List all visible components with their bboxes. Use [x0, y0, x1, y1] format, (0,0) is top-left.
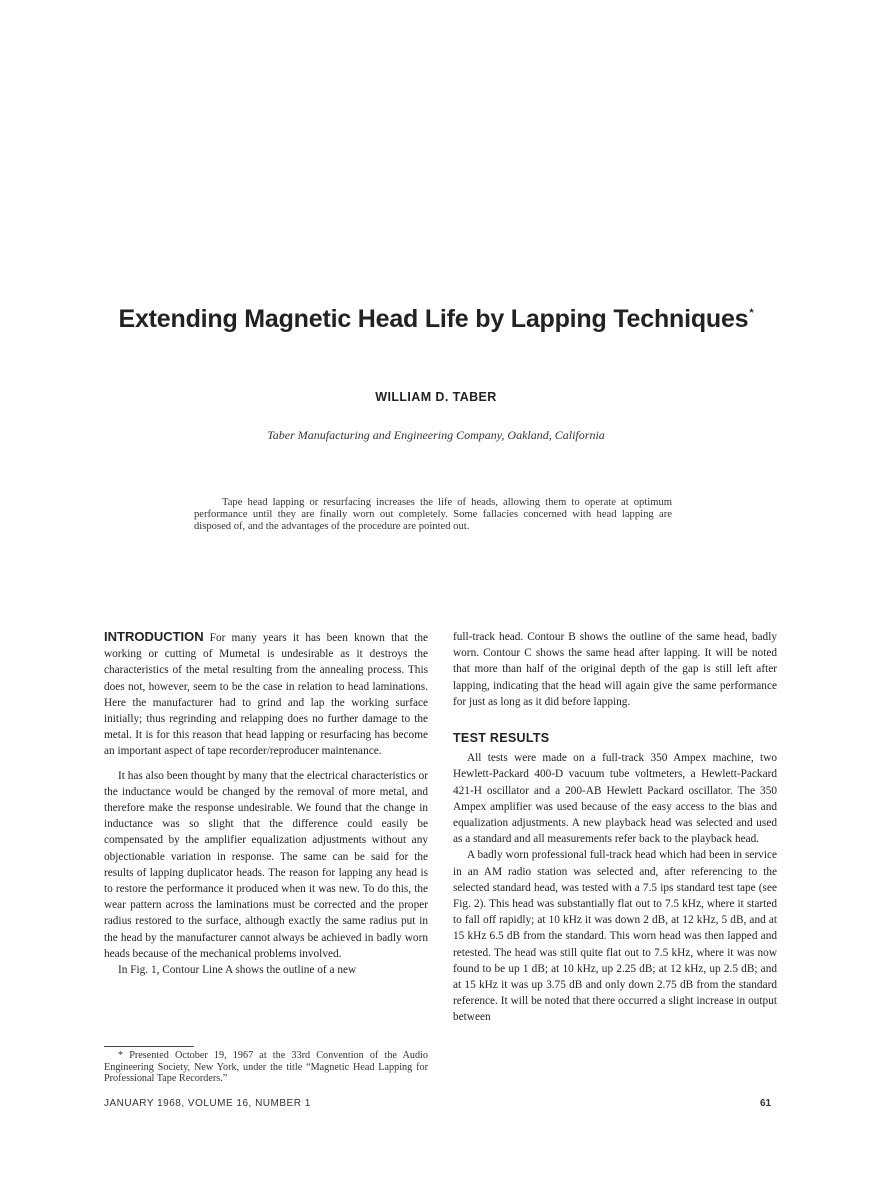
intro-paragraph-2: It has also been thought by many that the electrical characteristics or the inductance would be changed by the removal of more metal, and therefore make the response undesirable. We found that the change in inductance was so slight that the difference could easily be compensated by the amplifier equalization adjustments without any objectionable variation in response. The same can be said for the results of lapping duplicator heads. The reason for lapping any head is to restore the performance it produced when it was new. To do this, the wear pattern across the laminations must be corrected and the proper radius restored to the surface, although exactly the same radius put in the head by the manufacturer cannot always be achieved in badly worn heads because of the mechanical problems involved.	[104, 769, 428, 960]
abstract: Tape head lapping or resurfacing increases the life of heads, allowing them to operate at optimum performance until they are finally worn out completely. Some fallacies concerned with head lapping are disposed of, and the advantages of the procedure are pointed out.	[194, 497, 672, 533]
intro-paragraph-3: In Fig. 1, Contour Line A shows the outline of a new	[118, 964, 357, 977]
article-title-text: Extending Magnetic Head Life by Lapping Techniques	[118, 305, 749, 333]
author-name: WILLIAM D. TABER	[375, 390, 497, 404]
article-title	[40, 305, 832, 334]
title-footnote-mark: *	[749, 307, 754, 319]
right-column	[453, 629, 777, 1026]
test-paragraph-2: A badly worn professional full-track head which had been in service in an AM radio station was selected and, after referencing to the selected standard head, was tested with a 7.5 ips standard test tape (see Fig. 2). This head was substantially flat out to 7.5 kHz, where it started to fall off rapidly; at 10 kHz it was down 2 dB, at 12 kHz, 5 dB, and at 15 kHz 6.5 dB from the standard. This worn head was then lapped and retested. The head was still quite flat out to 7.5 kHz, where it was now found to be up 1 dB; at 10 kHz, up 2.25 dB; at 12 kHz, up 2.5 dB; and at 15 kHz it was up 3.75 dB and only down 2.75 dB from the standard reference. It will be noted that there occurred a slight increase in output between	[453, 849, 777, 1024]
right-paragraph-1: full-track head. Contour B shows the outline of the same head, badly worn. Contour C shows the same head after lapping. It will be noted that more than half of the original depth of the gap is still left after lapping, indicating that the head will again give the same performance for just as long as it did before lapping.	[453, 631, 777, 708]
test-paragraph-1: All tests were made on a full-track 350 Ampex machine, two Hewlett-Packard 400-D vacuum tube voltmeters, a Hewlett-Packard 421-H oscillator and a 200-AB Hewlett Packard oscillator. The 350 Ampex amplifier was used because of the easy access to the bias and equalization adjustments. A new playback head was selected and used as a standard and all measurements refer back to the playback head.	[453, 752, 777, 846]
footnote: * Presented October 19, 1967 at the 33rd Convention of the Audio Engineering Society, New York, under the title “Magnetic Head Lapping for Professional Tape Recorders.”	[104, 1050, 428, 1085]
left-column	[104, 629, 428, 978]
section-heading-introduction: INTRODUCTION	[104, 629, 204, 644]
footnote-divider	[104, 1046, 194, 1047]
author-affiliation: Taber Manufacturing and Engineering Company, Oakland, California	[267, 428, 605, 442]
intro-paragraph-1-text: For many years it has been known that the working or cutting of Mumetal is undesirable as it destroys the characteristics of the metal resulting from the annealing process. This does not, however, seem to be the case in relation to head laminations. Here the manufacturer had to grind and lap the working surface initially; thus regrinding and relapping does no further damage to the metal. It is for this reason that head lapping or resurfacing has become an important aspect of tape recorder/reproducer maintenance.	[104, 632, 428, 758]
section-heading-test-results: TEST RESULTS	[453, 731, 550, 746]
intro-paragraph-1	[104, 629, 428, 760]
page-number: 61	[760, 1098, 772, 1109]
journal-footer: JANUARY 1968, VOLUME 16, NUMBER 1	[104, 1098, 311, 1109]
